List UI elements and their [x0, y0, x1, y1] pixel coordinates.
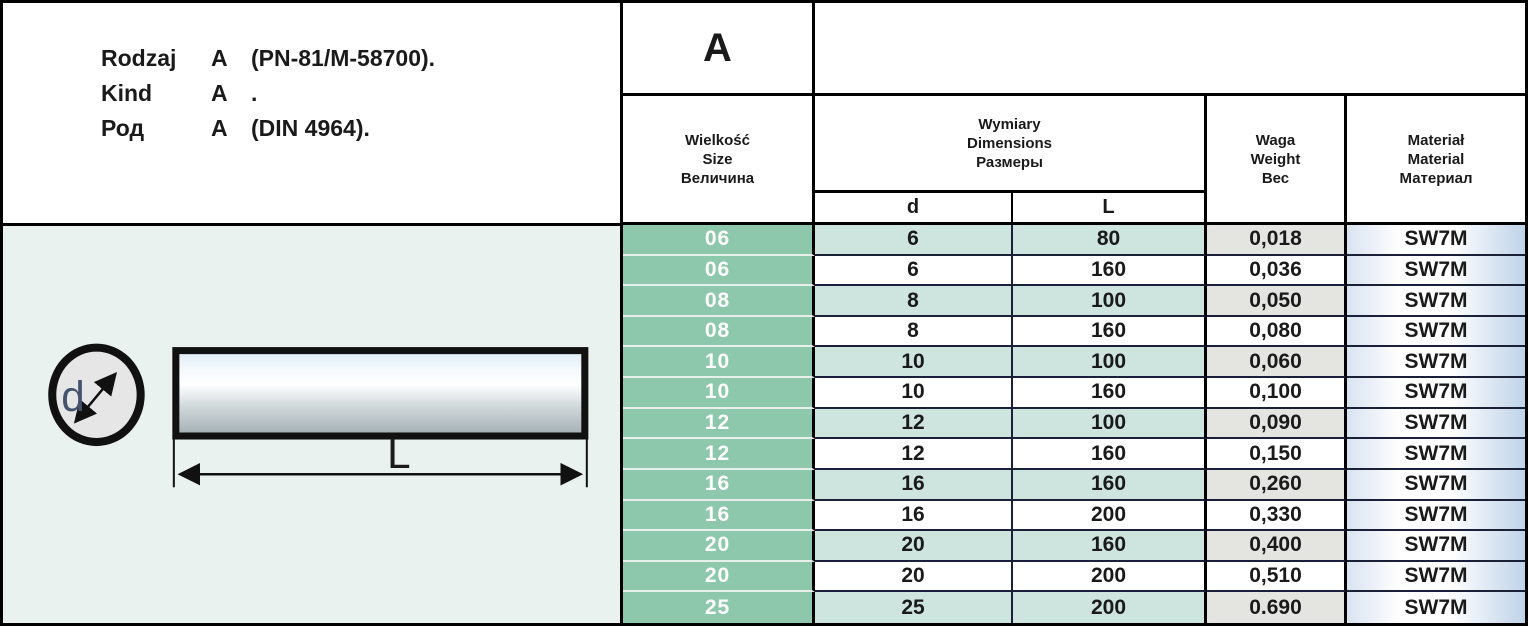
table-cell-weight: 0,400: [1207, 531, 1347, 562]
size-column-header: [623, 96, 815, 225]
size-header-ru: Величина: [680, 169, 755, 187]
table-cell-l: 100: [1013, 286, 1207, 317]
table-cell-d: 12: [815, 439, 1013, 470]
table-cell-l: 160: [1013, 470, 1207, 501]
title-label: Род: [101, 115, 145, 141]
table-cell-weight: 0,036: [1207, 256, 1347, 287]
table-cell-l: 80: [1013, 225, 1207, 256]
table-cell-weight: 0.690: [1207, 592, 1347, 623]
table-cell-size: 06: [623, 225, 815, 256]
size-header-en: Size: [702, 150, 733, 168]
size-header-pl: Wielkość: [685, 131, 750, 149]
table-cell-material: SW7M: [1347, 501, 1525, 532]
blank-header-cell: [815, 3, 1525, 96]
table-cell-size: 20: [623, 562, 815, 593]
table-cell-d: 16: [815, 470, 1013, 501]
table-cell-l: 160: [1013, 317, 1207, 348]
table-cell-material: SW7M: [1347, 256, 1525, 287]
title-note: (PN-81/M-58700).: [251, 45, 436, 71]
table-cell-material: SW7M: [1347, 470, 1525, 501]
table-cell-material: SW7M: [1347, 286, 1525, 317]
table-cell-weight: 0,100: [1207, 378, 1347, 409]
material-column-header: [1347, 96, 1525, 225]
table-cell-d: 6: [815, 225, 1013, 256]
sub-header-l: L: [1013, 193, 1207, 225]
weight-header-pl: Waga: [1255, 131, 1296, 149]
table-cell-d: 20: [815, 562, 1013, 593]
title-label: Kind: [101, 80, 153, 106]
table-cell-material: SW7M: [1347, 592, 1525, 623]
table-cell-size: 06: [623, 256, 815, 287]
material-header-en: Material: [1407, 150, 1465, 168]
title-line-english: [101, 76, 620, 111]
title-block: [3, 3, 620, 223]
table-cell-d: 25: [815, 592, 1013, 623]
weight-header-en: Weight: [1250, 150, 1301, 168]
table-cell-weight: 0,330: [1207, 501, 1347, 532]
dimensions-header-ru: Размеры: [976, 153, 1043, 171]
table-cell-weight: 0,090: [1207, 409, 1347, 440]
table-cell-size: 10: [623, 378, 815, 409]
table-cell-material: SW7M: [1347, 225, 1525, 256]
table-cell-material: SW7M: [1347, 531, 1525, 562]
material-header-pl: Materiał: [1407, 131, 1465, 149]
title-kind: A: [211, 115, 228, 141]
title-kind: A: [211, 45, 228, 71]
table-cell-d: 20: [815, 531, 1013, 562]
table-cell-l: 160: [1013, 256, 1207, 287]
table-cell-size: 20: [623, 531, 815, 562]
length-label: L: [387, 430, 411, 478]
table-cell-d: 8: [815, 286, 1013, 317]
table-cell-weight: 0,060: [1207, 347, 1347, 378]
left-section: [3, 3, 620, 623]
table-cell-weight: 0,510: [1207, 562, 1347, 593]
table-cell-material: SW7M: [1347, 409, 1525, 440]
table-cell-d: 6: [815, 256, 1013, 287]
table-cell-l: 100: [1013, 409, 1207, 440]
weight-header-ru: Вес: [1261, 169, 1290, 187]
table-cell-l: 160: [1013, 531, 1207, 562]
dimensions-column-header: [815, 96, 1207, 193]
table-cell-size: 25: [623, 592, 815, 623]
title-kind: A: [211, 80, 228, 106]
table-cell-material: SW7M: [1347, 439, 1525, 470]
title-line-russian: [101, 111, 620, 146]
table-cell-material: SW7M: [1347, 317, 1525, 348]
table-cell-weight: 0,260: [1207, 470, 1347, 501]
dimensions-header-pl: Wymiary: [978, 115, 1041, 133]
table-cell-l: 160: [1013, 378, 1207, 409]
table-cell-size: 12: [623, 439, 815, 470]
diameter-label: d: [61, 372, 85, 420]
table-cell-weight: 0,018: [1207, 225, 1347, 256]
table-cell-size: 08: [623, 317, 815, 348]
table-cell-l: 200: [1013, 501, 1207, 532]
table-cell-d: 12: [815, 409, 1013, 440]
table-cell-l: 200: [1013, 592, 1207, 623]
title-label: Rodzaj: [101, 45, 177, 71]
rod-shape: [176, 351, 585, 436]
weight-column-header: [1207, 96, 1347, 225]
table-cell-weight: 0,150: [1207, 439, 1347, 470]
table-cell-l: 200: [1013, 562, 1207, 593]
table-cell-d: 10: [815, 347, 1013, 378]
table-cell-l: 100: [1013, 347, 1207, 378]
rod-technical-drawing: [3, 226, 620, 623]
table-cell-size: 16: [623, 501, 815, 532]
table-cell-d: 16: [815, 501, 1013, 532]
table-cell-size: 08: [623, 286, 815, 317]
table-cell-size: 16: [623, 470, 815, 501]
table-cell-size: 10: [623, 347, 815, 378]
table-cell-d: 10: [815, 378, 1013, 409]
table-cell-material: SW7M: [1347, 562, 1525, 593]
table-cell-weight: 0,050: [1207, 286, 1347, 317]
table-cell-weight: 0,080: [1207, 317, 1347, 348]
title-note: .: [251, 80, 258, 106]
table-cell-l: 160: [1013, 439, 1207, 470]
drawing-panel: [3, 223, 620, 623]
table-cell-size: 12: [623, 409, 815, 440]
spec-table: [620, 3, 1525, 623]
material-header-ru: Материал: [1399, 169, 1473, 187]
table-cell-material: SW7M: [1347, 347, 1525, 378]
title-line-polish: [101, 41, 620, 76]
table-cell-material: SW7M: [1347, 378, 1525, 409]
table-cell-d: 8: [815, 317, 1013, 348]
title-note: (DIN 4964).: [251, 115, 370, 141]
sub-header-d: d: [815, 193, 1013, 225]
type-header-cell: A: [623, 3, 815, 96]
dimensions-header-en: Dimensions: [966, 134, 1053, 152]
